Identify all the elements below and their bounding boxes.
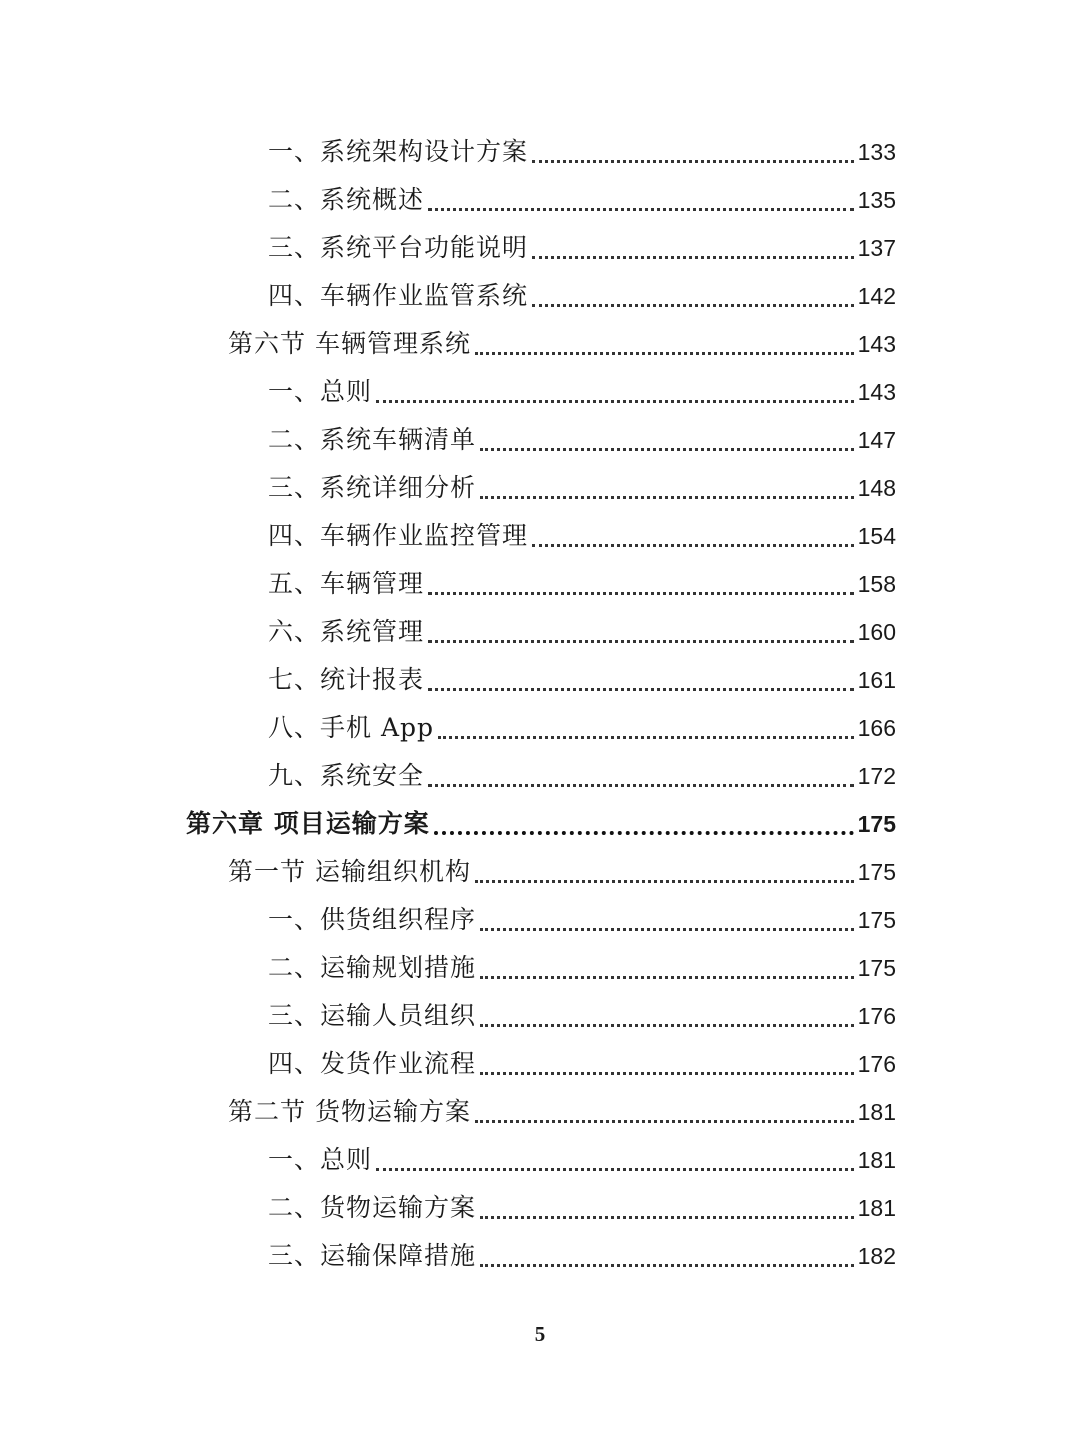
toc-entry-label: 二、系统概述 [268, 185, 425, 214]
toc-dot-leader [376, 400, 854, 403]
toc-dot-leader [480, 1216, 854, 1219]
toc-chapter-entry[interactable] [0, 800, 1080, 848]
toc-dot-leader [532, 160, 854, 163]
toc-entry-page-number: 172 [857, 763, 896, 789]
toc-dot-leader [475, 1120, 854, 1123]
toc-entry-label: 九、系统安全 [268, 761, 425, 790]
toc-item-entry[interactable] [0, 944, 1080, 992]
toc-entry-page-number: 158 [857, 571, 896, 597]
toc-entry-label: 二、货物运输方案 [268, 1193, 477, 1222]
toc-dot-leader [428, 688, 854, 691]
toc-section-entry[interactable] [0, 320, 1080, 368]
toc-dot-leader [480, 1264, 854, 1267]
toc-item-entry[interactable] [0, 1184, 1080, 1232]
toc-entry-label: 一、总则 [268, 377, 373, 406]
toc-dot-leader [480, 1024, 854, 1027]
toc-dot-leader [428, 208, 854, 211]
toc-entry-label: 八、手机 App [268, 713, 435, 742]
toc-entry-page-number: 143 [857, 379, 896, 405]
toc-item-entry[interactable] [0, 1136, 1080, 1184]
toc-entry-label: 一、总则 [268, 1145, 373, 1174]
toc-entry-page-number: 148 [857, 475, 896, 501]
page-number: 5 [534, 1322, 546, 1346]
toc-entry-label: 二、运输规划措施 [268, 953, 477, 982]
toc-item-entry[interactable] [0, 752, 1080, 800]
toc-entry-label: 三、运输人员组织 [268, 1001, 477, 1030]
toc-entry-page-number: 133 [857, 139, 896, 165]
toc-entry-page-number: 175 [857, 907, 896, 933]
toc-dot-leader [376, 1168, 854, 1171]
toc-item-entry[interactable] [0, 656, 1080, 704]
toc-item-entry[interactable] [0, 896, 1080, 944]
toc-dot-leader [480, 928, 854, 931]
toc-entry-label: 一、供货组织程序 [268, 905, 477, 934]
toc-entry-page-number: 176 [857, 1003, 896, 1029]
toc-entry-page-number: 175 [857, 811, 896, 837]
table-of-contents [0, 128, 1080, 1280]
toc-dot-leader [532, 544, 854, 547]
toc-entry-page-number: 166 [857, 715, 896, 741]
toc-entry-label: 二、系统车辆清单 [268, 425, 477, 454]
toc-item-entry[interactable] [0, 1232, 1080, 1280]
toc-item-entry[interactable] [0, 128, 1080, 176]
toc-item-entry[interactable] [0, 176, 1080, 224]
toc-item-entry[interactable] [0, 224, 1080, 272]
toc-entry-page-number: 154 [857, 523, 896, 549]
toc-dot-leader [480, 1072, 854, 1075]
toc-entry-label: 第一节 运输组织机构 [228, 857, 471, 886]
toc-entry-label: 三、系统详细分析 [268, 473, 477, 502]
toc-entry-page-number: 175 [857, 955, 896, 981]
toc-dot-leader [480, 496, 854, 499]
toc-entry-page-number: 160 [857, 619, 896, 645]
toc-entry-page-number: 161 [857, 667, 896, 693]
toc-dot-leader [428, 592, 854, 595]
toc-item-entry[interactable] [0, 1040, 1080, 1088]
toc-dot-leader [475, 880, 854, 883]
toc-entry-page-number: 142 [857, 283, 896, 309]
toc-entry-page-number: 143 [857, 331, 896, 357]
toc-dot-leader [480, 976, 854, 979]
toc-entry-label: 第六章 项目运输方案 [186, 809, 430, 838]
toc-dot-leader [428, 784, 854, 787]
toc-entry-label: 四、车辆作业监控管理 [268, 521, 529, 550]
toc-item-entry[interactable] [0, 464, 1080, 512]
toc-entry-page-number: 181 [857, 1099, 896, 1125]
toc-entry-page-number: 181 [857, 1147, 896, 1173]
toc-entry-label: 第二节 货物运输方案 [228, 1097, 471, 1126]
toc-item-entry[interactable] [0, 608, 1080, 656]
toc-item-entry[interactable] [0, 272, 1080, 320]
toc-dot-leader [480, 448, 854, 451]
toc-dot-leader [532, 304, 854, 307]
toc-entry-label: 六、系统管理 [268, 617, 425, 646]
toc-entry-label: 三、系统平台功能说明 [268, 233, 529, 262]
toc-dot-leader [428, 640, 854, 643]
toc-item-entry[interactable] [0, 512, 1080, 560]
toc-entry-page-number: 176 [857, 1051, 896, 1077]
toc-entry-label: 一、系统架构设计方案 [268, 137, 529, 166]
toc-entry-label: 四、发货作业流程 [268, 1049, 477, 1078]
toc-item-entry[interactable] [0, 704, 1080, 752]
toc-entry-page-number: 181 [857, 1195, 896, 1221]
toc-dot-leader [438, 736, 854, 739]
toc-item-entry[interactable] [0, 992, 1080, 1040]
toc-entry-page-number: 137 [857, 235, 896, 261]
toc-entry-page-number: 135 [857, 187, 896, 213]
toc-entry-label: 第六节 车辆管理系统 [228, 329, 471, 358]
toc-entry-label: 三、运输保障措施 [268, 1241, 477, 1270]
toc-item-entry[interactable] [0, 416, 1080, 464]
toc-entry-label: 五、车辆管理 [268, 569, 425, 598]
toc-dot-leader [434, 831, 854, 835]
toc-dot-leader [475, 352, 854, 355]
toc-entry-page-number: 182 [857, 1243, 896, 1269]
toc-item-entry[interactable] [0, 368, 1080, 416]
toc-entry-page-number: 147 [857, 427, 896, 453]
toc-entry-label: 四、车辆作业监管系统 [268, 281, 529, 310]
toc-item-entry[interactable] [0, 560, 1080, 608]
toc-section-entry[interactable] [0, 848, 1080, 896]
toc-dot-leader [532, 256, 854, 259]
toc-entry-label: 七、统计报表 [268, 665, 425, 694]
toc-entry-page-number: 175 [857, 859, 896, 885]
toc-section-entry[interactable] [0, 1088, 1080, 1136]
